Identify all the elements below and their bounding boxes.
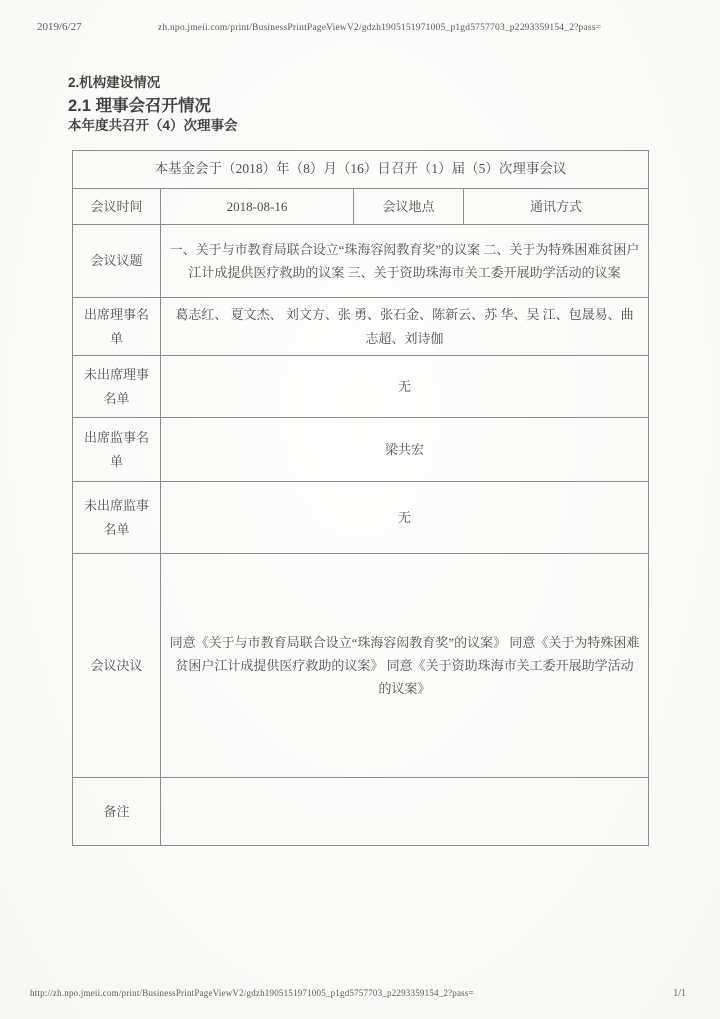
table-row xyxy=(73,418,649,482)
table-row xyxy=(73,356,649,418)
resolution-label: 会议决议 xyxy=(73,554,161,778)
table-row xyxy=(73,778,649,846)
attending-directors-label: 出席理事名单 xyxy=(73,298,161,356)
subsection-heading: 2.1 理事会召开情况 xyxy=(68,97,212,115)
attending-supervisors-value: 梁共宏 xyxy=(161,418,649,482)
absent-supervisors-value: 无 xyxy=(161,482,649,554)
notes-value xyxy=(161,778,649,846)
meeting-place-value: 通讯方式 xyxy=(464,189,649,225)
table-row xyxy=(73,151,649,189)
print-footer-url: http://zh.npo.jmeii.com/print/BusinessPrintPageViewV2/gdzh1905151971005_p1gd5757703_p2293359154_2?pass= xyxy=(30,988,474,998)
attending-directors-value: 葛志红、 夏文杰、 刘文方、张 勇、张石金、陈新云、苏 华、吴 江、包晟易、曲志超、刘诗伽 xyxy=(161,298,649,356)
table-row xyxy=(73,225,649,298)
table-row xyxy=(73,482,649,554)
resolution-value: 同意《关于与市教育局联合设立“珠海容闳教育奖”的议案》 同意《关于为特殊困难贫困户江计成提供医疗救助的议案》 同意《关于资助珠海市关工委开展助学活动的议案》 xyxy=(161,554,649,778)
meeting-count-line: 本年度共召开（4）次理事会 xyxy=(68,118,238,133)
page-number: 1/1 xyxy=(673,988,686,999)
agenda-value: 一、关于与市教育局联合设立“珠海容闳教育奖”的议案 二、关于为特殊困难贫困户江计成提供医疗救助的议案 三、关于资助珠海市关工委开展助学活动的议案 xyxy=(161,225,649,298)
board-meeting-table xyxy=(72,150,649,846)
table-row xyxy=(73,298,649,356)
table-title: 本基金会于（2018）年（8）月（16）日召开（1）届（5）次理事会议 xyxy=(73,151,649,189)
meeting-time-value: 2018-08-16 xyxy=(161,189,354,225)
print-date: 2019/6/27 xyxy=(37,21,82,33)
print-header-url: zh.npo.jmeii.com/print/BusinessPrintPageViewV2/gdzh1905151971005_p1gd5757703_p2293359154_2?pass= xyxy=(158,23,602,33)
absent-supervisors-label: 未出席监事名单 xyxy=(73,482,161,554)
agenda-label: 会议议题 xyxy=(73,225,161,298)
section-heading: 2.机构建设情况 xyxy=(68,75,161,90)
notes-label: 备注 xyxy=(73,778,161,846)
absent-directors-label: 未出席理事名单 xyxy=(73,356,161,418)
table-row xyxy=(73,189,649,225)
meeting-place-label: 会议地点 xyxy=(354,189,464,225)
table-row xyxy=(73,554,649,778)
meeting-time-label: 会议时间 xyxy=(73,189,161,225)
absent-directors-value: 无 xyxy=(161,356,649,418)
attending-supervisors-label: 出席监事名单 xyxy=(73,418,161,482)
